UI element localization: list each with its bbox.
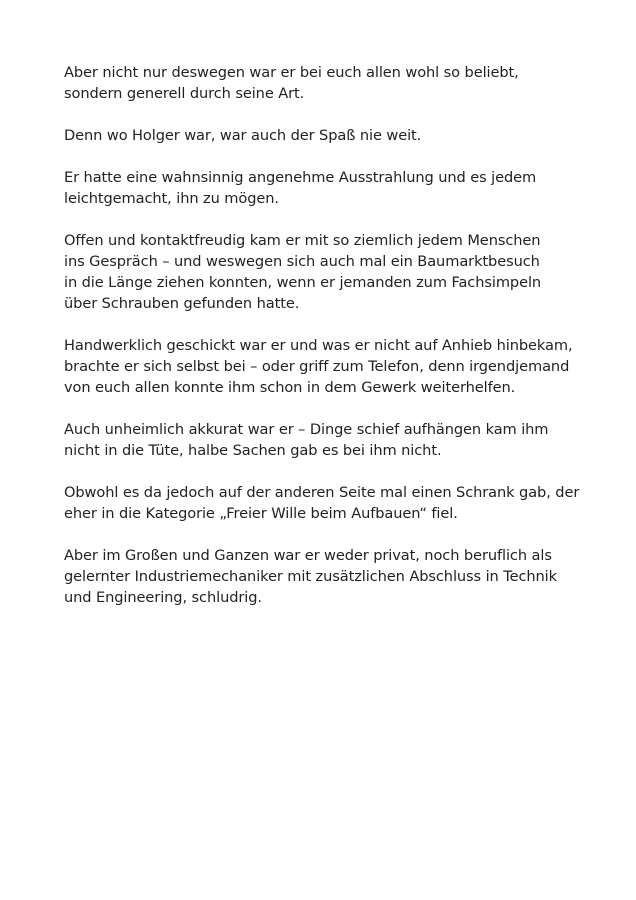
text-line: gelernter Industriemechaniker mit zusätzlichen Abschluss in Technik bbox=[64, 568, 557, 585]
text-line: Aber nicht nur deswegen war er bei euch allen wohl so beliebt, bbox=[64, 64, 519, 81]
text-line: Auch unheimlich akkurat war er – Dinge schief aufhängen kam ihm bbox=[64, 421, 549, 438]
paragraph bbox=[64, 167, 604, 209]
text-line: brachte er sich selbst bei – oder griff zum Telefon, denn irgendjemand bbox=[64, 358, 570, 375]
text-line: leichtgemacht, ihn zu mögen. bbox=[64, 190, 279, 207]
paragraph bbox=[64, 545, 604, 608]
text-line: Denn wo Holger war, war auch der Spaß nie weit. bbox=[64, 127, 422, 144]
paragraph bbox=[64, 230, 604, 314]
paragraph bbox=[64, 335, 604, 398]
text-line: Aber im Großen und Ganzen war er weder privat, noch beruflich als bbox=[64, 547, 552, 564]
text-line: Er hatte eine wahnsinnig angenehme Ausstrahlung und es jedem bbox=[64, 169, 537, 186]
text-line: eher in die Kategorie „Freier Wille beim Aufbauen“ fiel. bbox=[64, 505, 458, 522]
text-line: sondern generell durch seine Art. bbox=[64, 85, 305, 102]
text-line: nicht in die Tüte, halbe Sachen gab es bei ihm nicht. bbox=[64, 442, 442, 459]
text-line: über Schrauben gefunden hatte. bbox=[64, 295, 300, 312]
text-line: in die Länge ziehen konnten, wenn er jemanden zum Fachsimpeln bbox=[64, 274, 542, 291]
text-line: Offen und kontaktfreudig kam er mit so ziemlich jedem Menschen bbox=[64, 232, 541, 249]
paragraph bbox=[64, 419, 604, 461]
text-line: und Engineering, schludrig. bbox=[64, 589, 262, 606]
text-line: Handwerklich geschickt war er und was er nicht auf Anhieb hinbekam, bbox=[64, 337, 573, 354]
text-line: ins Gespräch – und weswegen sich auch mal ein Baumarktbesuch bbox=[64, 253, 540, 270]
text-line: Obwohl es da jedoch auf der anderen Seite mal einen Schrank gab, der bbox=[64, 484, 580, 501]
document-body bbox=[64, 62, 604, 629]
paragraph bbox=[64, 62, 604, 104]
paragraph bbox=[64, 482, 604, 524]
text-line: von euch allen konnte ihm schon in dem Gewerk weiterhelfen. bbox=[64, 379, 516, 396]
paragraph bbox=[64, 125, 604, 146]
